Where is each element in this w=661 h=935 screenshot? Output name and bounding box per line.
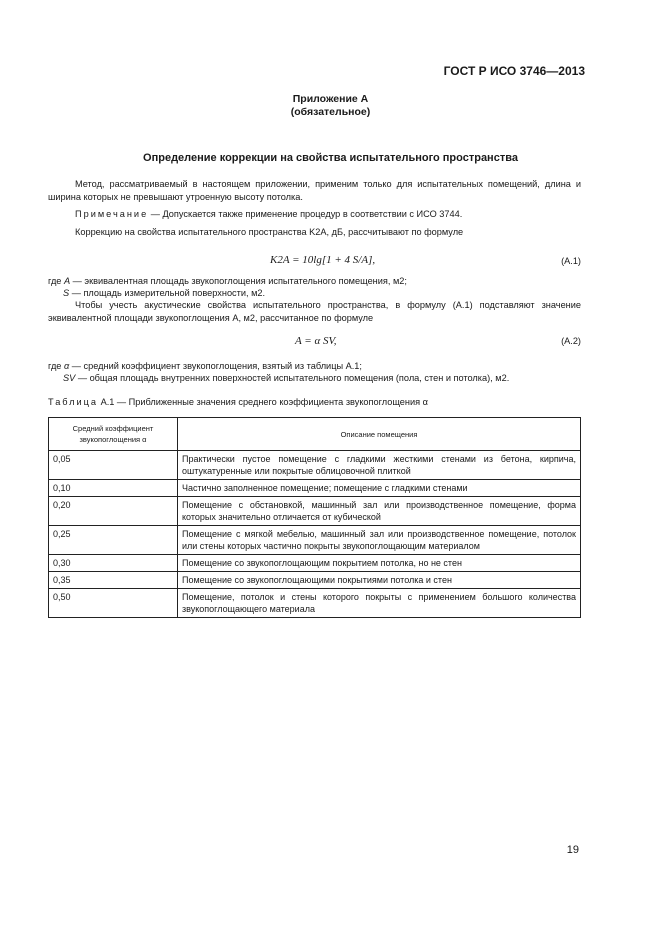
def-s: площадь измерительной поверхности, м2. <box>83 288 266 298</box>
where-sv-row: SV — общая площадь внутренних поверхностей испытательного помещения (пола, стен и потолка), м2. <box>63 373 510 383</box>
cell-description: Помещение, потолок и стены которого покрыты с применением большого количества звукопоглощающего материала <box>178 589 581 618</box>
header-description: Описание помещения <box>178 418 581 451</box>
cell-alpha: 0,05 <box>49 451 178 480</box>
cell-description: Практически пустое помещение с гладкими жесткими стенами из бетона, кирпича, оштукатуренные или покрытые облицовочной плиткой <box>178 451 581 480</box>
table-caption <box>48 396 428 408</box>
table-row <box>49 555 581 572</box>
table-caption-text: А.1 — Приближенные значения среднего коэффициента звукопоглощения α <box>98 397 428 407</box>
annex-title-block <box>0 93 661 119</box>
paragraph-applicability: Метод, рассматриваемый в настоящем приложении, применим только для испытательных помещений, длина и ширина которых не превышают утроенную высоту потолка. <box>48 179 581 202</box>
cell-description: Помещение с обстановкой, машинный зал или производственное помещение, форма которых значительно отличается от кубической <box>178 497 581 526</box>
where-block-2 <box>48 360 509 384</box>
def-sv: общая площадь внутренних поверхностей испытательного помещения (пола, стен и потолка), м2. <box>89 373 510 383</box>
formula-a2-number: (А.2) <box>561 336 581 346</box>
cell-description: Помещение со звукопоглощающим покрытием потолка, но не стен <box>178 555 581 572</box>
header-alpha: Средний коэффициент звукопоглощения α <box>49 418 178 451</box>
symbol-a: A <box>63 276 71 286</box>
table-row <box>49 526 581 555</box>
table-header-row <box>49 418 581 451</box>
paragraph-correction-intro: Коррекцию на свойства испытательного пространства K2A, дБ, рассчитывают по формуле <box>75 227 464 237</box>
note-text: — Допускается также применение процедур в соответствии с ИСО 3744. <box>148 209 463 219</box>
cell-alpha: 0,50 <box>49 589 178 618</box>
formula-a1 <box>270 254 375 266</box>
formula-a1-expr: = 10lg[1 + 4 S/A], <box>289 254 376 266</box>
document-header: ГОСТ Р ИСО 3746—2013 <box>443 64 585 78</box>
cell-alpha: 0,30 <box>49 555 178 572</box>
cell-description: Частично заполненное помещение; помещение с гладкими стенами <box>178 480 581 497</box>
symbol-s: S <box>63 288 70 298</box>
cell-alpha: 0,35 <box>49 572 178 589</box>
cell-alpha: 0,20 <box>49 497 178 526</box>
formula-a2: A = α SV, <box>295 335 337 347</box>
where-label: где <box>48 276 62 286</box>
symbol-alpha: α <box>63 361 70 371</box>
formula-a1-number: (А.1) <box>561 256 581 266</box>
note <box>48 208 581 221</box>
table-row <box>49 480 581 497</box>
def-alpha: средний коэффициент звукопоглощения, взятый из таблицы А.1; <box>83 361 362 371</box>
table-row <box>49 589 581 618</box>
where-block-1 <box>48 275 407 299</box>
table-label: Таблица <box>48 397 99 407</box>
note-label: Примечание <box>75 209 149 219</box>
where-a-row: где A — эквивалентная площадь звукопоглощения испытательного помещения, м2; <box>48 276 407 286</box>
page-number: 19 <box>566 844 579 856</box>
cell-description: Помещение с мягкой мебелью, машинный зал или производственное помещение, потолок или стены которых частично покрыты звукопоглощающим материалом <box>178 526 581 555</box>
section-title: Определение коррекции на свойства испытательного пространства <box>143 152 518 164</box>
table-row <box>49 572 581 589</box>
symbol-sv: SV <box>63 373 76 383</box>
table-row <box>49 497 581 526</box>
formula-a1-lhs: K2A <box>270 254 290 266</box>
cell-alpha: 0,10 <box>49 480 178 497</box>
paragraph-acoustic: Чтобы учесть акустические свойства испытательного пространства, в формулу (А.1) подставляют значение эквивалентной площади звукопоглощения A, м2, рассчитанное по формуле <box>48 300 581 323</box>
where-label: где <box>48 361 62 371</box>
def-a: эквивалентная площадь звукопоглощения испытательного помещения, м2; <box>84 276 407 286</box>
cell-description: Помещение со звукопоглощающими покрытиями потолка и стен <box>178 572 581 589</box>
where-alpha-row: где α — средний коэффициент звукопоглощения, взятый из таблицы А.1; <box>48 361 362 371</box>
annex-status: (обязательное) <box>290 106 371 118</box>
table-row <box>49 451 581 480</box>
where-s-row: S — площадь измерительной поверхности, м2. <box>63 288 266 298</box>
cell-alpha: 0,25 <box>49 526 178 555</box>
annex-title: Приложение А <box>292 93 369 105</box>
absorption-table <box>48 417 581 618</box>
